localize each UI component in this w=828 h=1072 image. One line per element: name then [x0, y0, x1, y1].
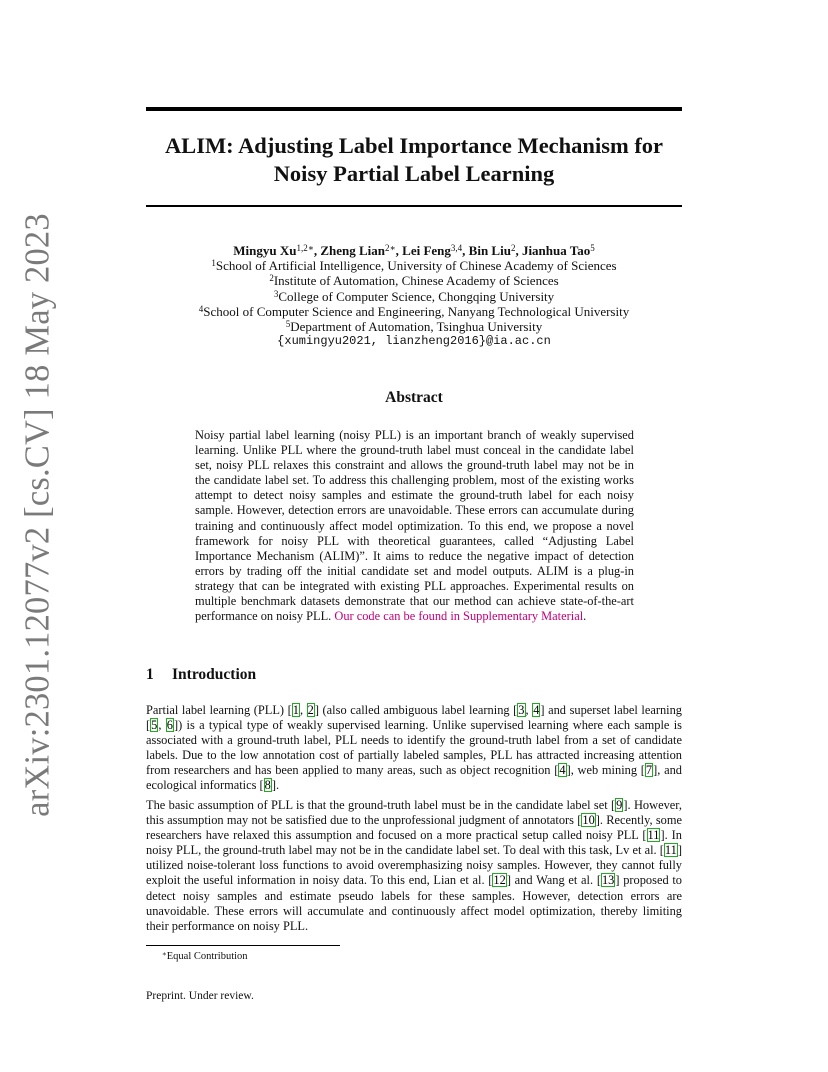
paragraph-text: , [299, 703, 307, 717]
author-separator: , [515, 243, 522, 258]
affiliation-number: 4 [198, 303, 204, 314]
footnote-mark: ∗ [162, 950, 167, 958]
paragraph-text: ]) is a typical type of weakly supervised learning. Unlike supervised learning where each sample is associated with a ground-truth label, PLL needs to identify the ground-truth label from a set of candidate labels. Due to the low annotation cost of partially labeled samples, PLL has attracted increasing attention from researchers and has been applied to many areas, such as object recognition [ [146, 718, 682, 778]
author-name: Jianhua Tao [521, 243, 591, 258]
affiliation-line [146, 273, 682, 288]
author-affiliation-mark: 3,4 [450, 243, 463, 253]
citation-link[interactable]: 4 [559, 763, 566, 778]
abstract-text: Noisy partial label learning (noisy PLL) is an important branch of weakly supervised learning. Unlike PLL where the ground-truth label must conceal in the candidate label set, noisy PLL relaxes this constraint and allows the ground-truth label may not be in the candidate label set. To address this challenging problem, most of the existing works attempt to detect noisy samples and estimate the ground-truth label for each noisy sample. However, detection errors are unavoidable. These errors can accumulate during training and continuously affect model optimization. To this end, we propose a novel framework for noisy PLL with theoretical guarantees, called “Adjusting Label Importance Mechanism (ALIM)”. It aims to reduce the negative impact of detection errors by trading off the initial candidate set and model outputs. ALIM is a plug-in strategy that can be integrated with existing PLL approaches. Experimental results on multiple benchmark datasets demonstrate that our method can achieve state-of-the-art performance on noisy PLL. [195, 428, 634, 624]
affiliation-list [146, 258, 682, 334]
author-affiliation-mark: 5 [590, 243, 595, 253]
email-address: {xumingyu2021, lianzheng2016}@ia.ac.cn [277, 334, 551, 349]
citation-link[interactable]: 3 [518, 703, 525, 717]
paragraph-text: ], and ecological informatics [ [146, 763, 682, 793]
citation-link[interactable]: 12 [493, 873, 506, 888]
author-affiliation-mark: 2∗ [385, 243, 396, 253]
footnote-rule [146, 945, 340, 946]
title-line-2: Noisy Partial Label Learning [273, 161, 555, 186]
title-bottom-rule [146, 205, 682, 207]
footnote-text: Equal Contribution [166, 951, 248, 962]
paragraph-text: ] proposed to detect noisy samples and estimate pseudo labels for these samples. However, detection errors are unavoidable. These errors will accumulate and continuously affect model optimization, thereby limiting their performance on noisy PLL. [146, 873, 683, 933]
paragraph-text: ] (also called ambiguous label learning [ [314, 703, 518, 717]
author-separator: , [313, 243, 321, 258]
abstract-link-end: . [583, 609, 587, 624]
author-affiliation-mark: 2 [510, 243, 516, 253]
affiliation-line [146, 304, 682, 319]
abstract-heading: Abstract [385, 389, 443, 406]
citation-link[interactable]: 9 [616, 798, 623, 812]
citation-link[interactable]: 4 [533, 703, 540, 717]
paragraph-text: ], web mining [ [566, 763, 645, 778]
affiliation-text: School of Artificial Intelligence, University of Chinese Academy of Sciences [215, 258, 617, 274]
affiliation-text: College of Computer Science, Chongqing University [278, 288, 555, 304]
citation-link[interactable]: 6 [166, 718, 173, 733]
citation-link[interactable]: 1 [292, 703, 299, 717]
preprint-note: Preprint. Under review. [146, 990, 254, 1002]
paragraph-text: ] utilized noise-tolerant loss functions to avoid overemphasizing noisy samples. However, they cannot fully exploit the useful information in noisy data. To this end, Lian et al. [ [146, 843, 682, 888]
paragraph-text: ]. In noisy PLL, the ground-truth label may not be in the candidate label set. To deal with this task, Lv et al. [ [146, 828, 682, 858]
footnote [162, 948, 248, 963]
title-line-1: ALIM: Adjusting Label Importance Mechanism for [164, 133, 664, 158]
affiliation-text: School of Computer Science and Engineering, Nanyang Technological University [203, 303, 630, 319]
paragraph-text: ]. However, this assumption may not be satisfied due to the unprofessional judgment of annotators [ [146, 798, 682, 828]
title-top-rule [146, 107, 682, 111]
affiliation-number: 1 [211, 258, 216, 269]
citation-link[interactable]: 2 [307, 703, 314, 717]
paragraph-text: The basic assumption of PLL is that the ground-truth label must be in the candidate label set [ [146, 798, 616, 812]
author-separator: , [462, 243, 469, 258]
author-name: Mingyu Xu [233, 243, 297, 258]
paragraph-text: Partial label learning (PLL) [ [146, 703, 292, 717]
paragraph-text: ]. Recently, some researchers have relaxed this assumption and focused on a more practical setup called noisy PLL [ [146, 813, 682, 843]
citation-link[interactable]: 7 [645, 763, 653, 778]
paragraph-text: ] and Wang et al. [ [506, 873, 601, 888]
citation-link[interactable]: 8 [264, 778, 271, 793]
intro-paragraph-2 [146, 798, 682, 934]
citation-link[interactable]: 11 [647, 828, 660, 843]
author-name: Lei Feng [402, 243, 451, 258]
affiliation-line [146, 258, 682, 273]
affiliation-number: 2 [269, 273, 274, 284]
author-affiliation-mark: 1,2∗ [296, 243, 314, 253]
author-separator: , [395, 243, 403, 258]
citation-link[interactable]: 10 [582, 813, 595, 828]
affiliation-line [146, 289, 682, 304]
paragraph-text: ] and superset label learning [ [146, 703, 683, 733]
affiliation-number: 3 [273, 288, 279, 299]
author-block [146, 243, 682, 349]
author-name: Zheng Lian [320, 243, 386, 258]
citation-link[interactable]: 13 [601, 873, 615, 888]
section-title: Introduction [172, 666, 257, 683]
paragraph-text: , [525, 703, 533, 717]
abstract-body [195, 428, 634, 624]
affiliation-line [146, 319, 682, 334]
intro-paragraph-1 [146, 703, 682, 794]
section-number: 1 [146, 666, 154, 683]
paragraph-text: ]. [271, 778, 280, 793]
citation-link[interactable]: 5 [151, 718, 158, 733]
affiliation-number: 5 [285, 319, 291, 330]
section-heading [146, 666, 682, 684]
code-link[interactable]: Our code can be found in Supplementary Material [334, 609, 584, 624]
author-name: Bin Liu [468, 243, 511, 258]
citation-link[interactable]: 11 [664, 843, 677, 858]
arxiv-stamp-text[interactable]: arXiv:2301.12077v2 [cs.CV] 18 May 2023 [18, 213, 57, 817]
author-list [146, 243, 682, 258]
affiliation-text: Institute of Automation, Chinese Academy of Sciences [273, 273, 559, 289]
paper-title [146, 132, 682, 188]
paragraph-text: , [158, 718, 166, 733]
affiliation-text: Department of Automation, Tsinghua University [290, 319, 543, 335]
